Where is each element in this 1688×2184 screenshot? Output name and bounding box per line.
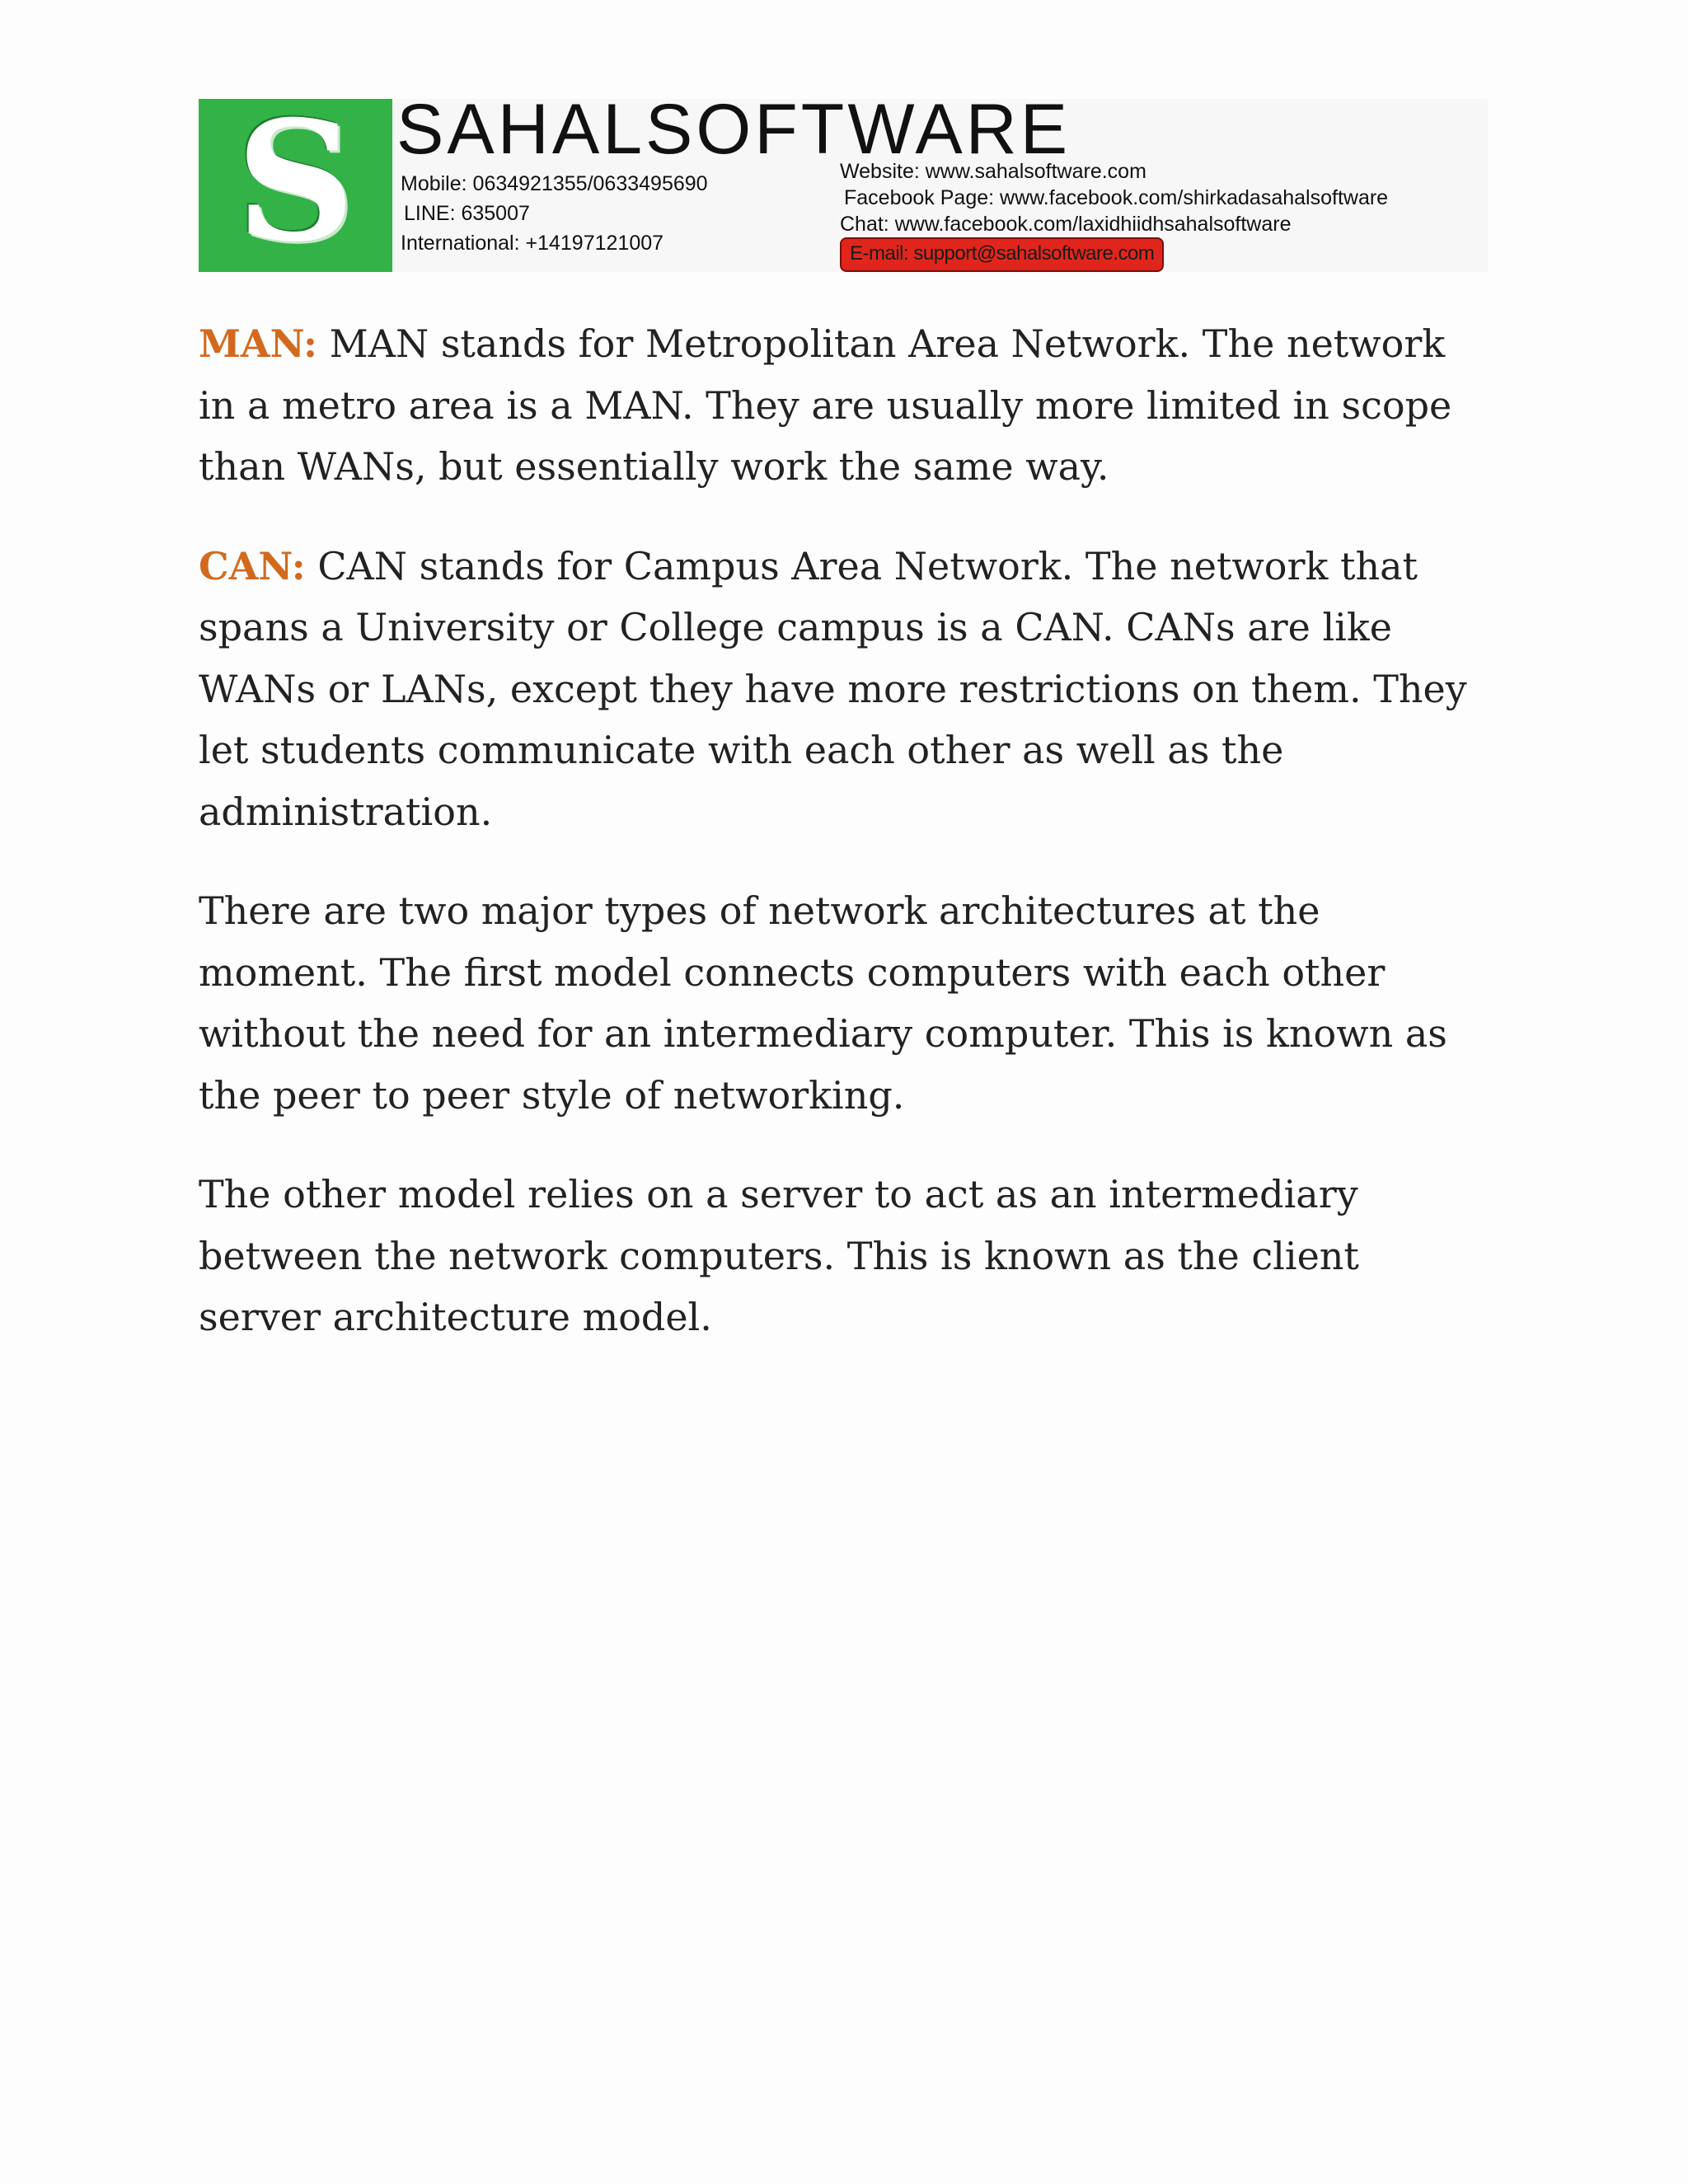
logo <box>199 85 392 279</box>
paragraph-man <box>199 313 1493 498</box>
line-number: LINE: 635007 <box>404 202 530 225</box>
can-definition: CAN stands for Campus Area Network. The network that spans a University or College campus is a CAN. CANs are like WANs or LANs, except they have more restrictions on them. They let students communicate with each other as well as the administration. <box>199 543 1467 834</box>
logo-letter: S <box>236 85 355 279</box>
man-definition: MAN stands for Metropolitan Area Network. The network in a metro area is a MAN. They are usually more limited in scope than WANs, but essentially work the same way. <box>199 321 1452 489</box>
term-can: CAN: <box>199 543 306 588</box>
paragraph-can <box>199 536 1493 843</box>
contact-phones <box>401 169 708 258</box>
mobile-number: Mobile: 0634921355/0633495690 <box>401 172 708 195</box>
term-man: MAN: <box>199 321 317 366</box>
international-number: International: +14197121007 <box>401 232 664 255</box>
chat-link: Chat: www.facebook.com/laxidhiidhsahalsoftware <box>840 213 1292 236</box>
paragraph-architectures: There are two major types of network architectures at the moment. The first model connects computers with each other without the need for an intermediary computer. This is known as the peer to peer style of networking. <box>199 888 1447 1118</box>
email-badge: E-mail: support@sahalsoftware.com <box>840 237 1164 272</box>
facebook-link: Facebook Page: www.facebook.com/shirkadasahalsoftware <box>844 186 1389 209</box>
document-body <box>199 313 1493 1386</box>
paragraph-client-server: The other model relies on a server to act as an intermediary between the network computers. This is known as the client server architecture model. <box>199 1172 1359 1339</box>
brand-name: SAHALSOFTWARE <box>396 90 1071 169</box>
header-banner <box>199 85 1488 279</box>
contact-links <box>840 158 1388 237</box>
website-link: Website: www.sahalsoftware.com <box>840 160 1146 183</box>
